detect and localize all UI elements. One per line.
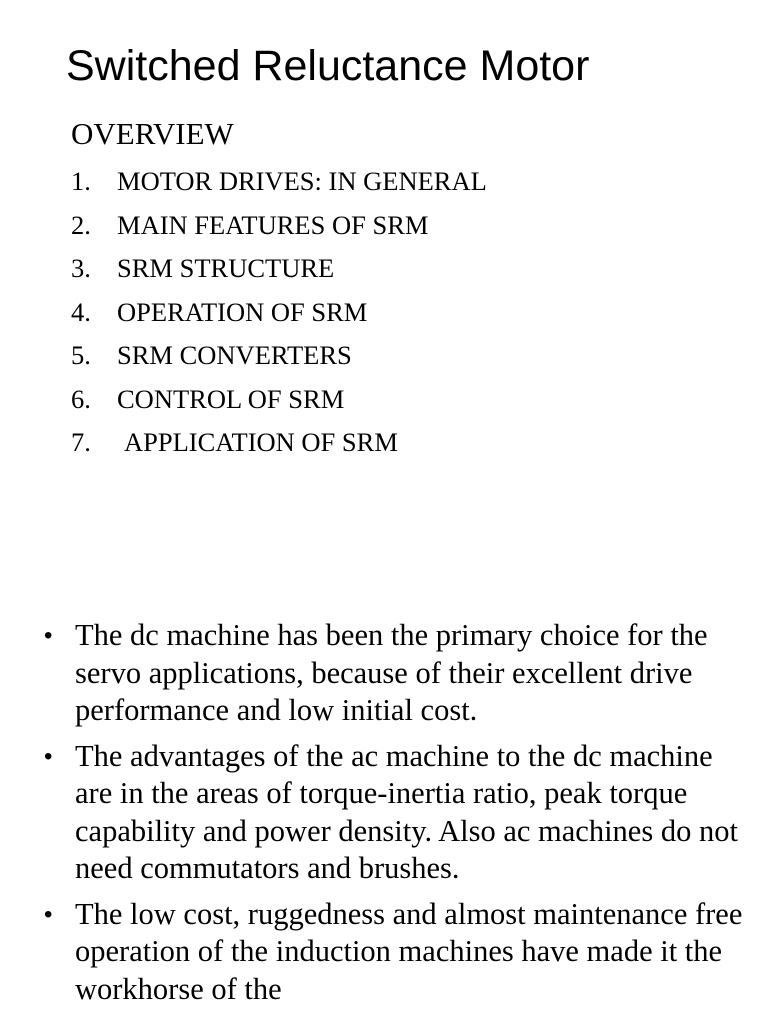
bullet-point-induction-machines: [44, 896, 754, 1009]
overview-item-number: 4.: [71, 296, 91, 327]
overview-item-number: 6.: [71, 383, 91, 414]
overview-item-text: CONTROL OF SRM: [117, 383, 345, 414]
bullet-point-dc-machine: [44, 617, 754, 730]
overview-item-motor-drives: [71, 160, 487, 204]
overview-item-number: 3.: [71, 253, 91, 283]
bullet-text: The dc machine has been the primary choice for the servo applications, because of their excellent drive performance and low initial cost.: [75, 618, 708, 727]
overview-heading: OVERVIEW: [71, 116, 234, 151]
overview-list: [71, 160, 487, 465]
overview-item-srm-structure: [71, 247, 487, 291]
overview-item-number: 7.: [71, 427, 91, 457]
bullet-point-ac-advantages: [44, 738, 754, 888]
bullet-text: The low cost, ruggedness and almost maintenance free operation of the induction machines have made it the workhorse of the: [75, 896, 743, 1006]
overview-item-text: SRM STRUCTURE: [117, 253, 335, 283]
overview-item-application: [71, 421, 487, 465]
overview-item-text: APPLICATION OF SRM: [124, 427, 398, 457]
bullet-list: [44, 617, 754, 1016]
bullet-icon: •: [44, 622, 53, 649]
bullet-icon: •: [44, 900, 53, 928]
overview-item-number: 5.: [71, 340, 91, 370]
bullet-text: The advantages of the ac machine to the dc machine are in the areas of torque-inertia ratio, peak torque capability and power density. Also ac machines do not need commutators and brushes.: [75, 738, 738, 885]
overview-item-text: SRM CONVERTERS: [117, 340, 352, 370]
bullet-icon: •: [44, 742, 53, 770]
overview-item-control: [71, 378, 487, 422]
overview-item-operation: [71, 291, 487, 335]
overview-item-text: MOTOR DRIVES: IN GENERAL: [117, 166, 487, 196]
overview-item-number: 1.: [71, 166, 91, 196]
overview-item-converters: [71, 334, 487, 378]
overview-item-text: OPERATION OF SRM: [117, 296, 368, 327]
overview-item-number: 2.: [71, 209, 91, 240]
page-title: Switched Reluctance Motor: [66, 42, 590, 90]
overview-item-text: MAIN FEATURES OF SRM: [117, 209, 429, 240]
overview-item-main-features: [71, 204, 487, 248]
